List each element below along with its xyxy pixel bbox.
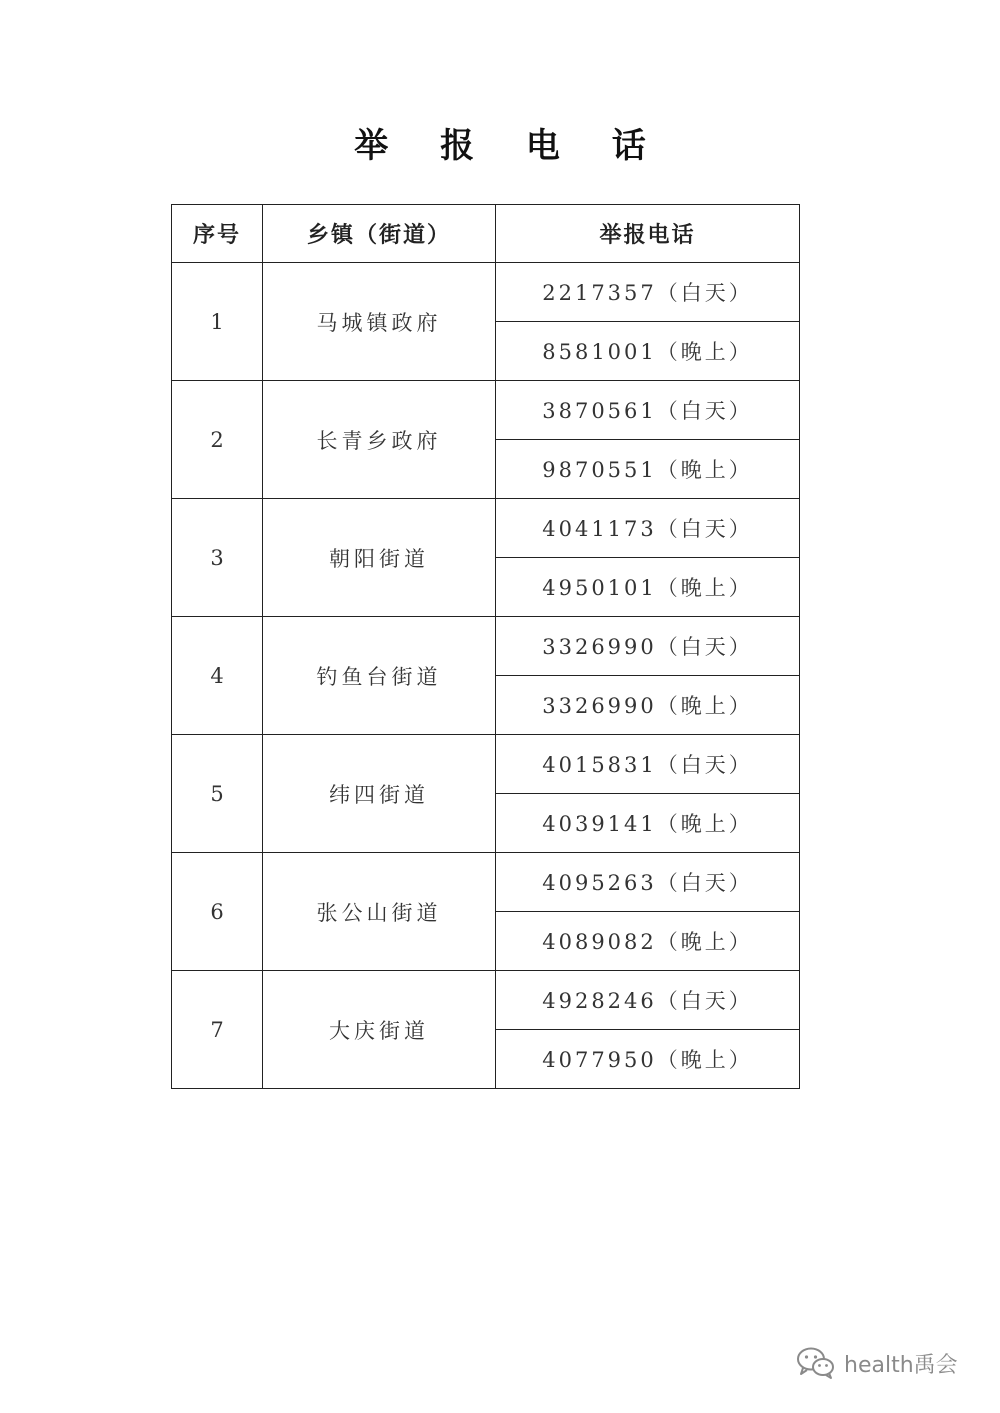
phone-night: 9870551（晚上） [496, 440, 800, 499]
row-index: 6 [172, 853, 263, 971]
row-town: 长青乡政府 [263, 381, 496, 499]
row-town: 马城镇政府 [263, 263, 496, 381]
phone-day: 4095263（白天） [496, 853, 800, 912]
account-watermark [796, 1343, 958, 1383]
row-town: 大庆街道 [263, 971, 496, 1089]
phone-night: 8581001（晚上） [496, 322, 800, 381]
header-town: 乡镇（街道） [263, 205, 496, 263]
row-town: 朝阳街道 [263, 499, 496, 617]
table-row [172, 499, 800, 558]
table-row [172, 617, 800, 676]
phone-day: 4928246（白天） [496, 971, 800, 1030]
table-header-row [172, 205, 800, 263]
header-phone: 举报电话 [496, 205, 800, 263]
row-town: 钓鱼台街道 [263, 617, 496, 735]
row-index: 4 [172, 617, 263, 735]
phone-day: 3870561（白天） [496, 381, 800, 440]
phone-night: 4039141（晚上） [496, 794, 800, 853]
watermark-text: health禹会 [844, 1352, 958, 1378]
row-index: 1 [172, 263, 263, 381]
phone-night: 4089082（晚上） [496, 912, 800, 971]
table-row [172, 971, 800, 1030]
phone-night: 3326990（晚上） [496, 676, 800, 735]
table-row [172, 853, 800, 912]
row-index: 5 [172, 735, 263, 853]
report-phone-table [171, 204, 800, 1089]
row-index: 3 [172, 499, 263, 617]
table-row [172, 735, 800, 794]
phone-day: 4015831（白天） [496, 735, 800, 794]
row-town: 纬四街道 [263, 735, 496, 853]
phone-day: 2217357（白天） [496, 263, 800, 322]
page-title: 举 报 电 话 [354, 126, 666, 166]
table-row [172, 381, 800, 440]
phone-night: 4950101（晚上） [496, 558, 800, 617]
phone-day: 4041173（白天） [496, 499, 800, 558]
row-index: 2 [172, 381, 263, 499]
phone-night: 4077950（晚上） [496, 1030, 800, 1089]
header-index: 序号 [172, 205, 263, 263]
phone-day: 3326990（白天） [496, 617, 800, 676]
table-row [172, 263, 800, 322]
row-index: 7 [172, 971, 263, 1089]
row-town: 张公山街道 [263, 853, 496, 971]
wechat-icon [796, 1346, 836, 1380]
